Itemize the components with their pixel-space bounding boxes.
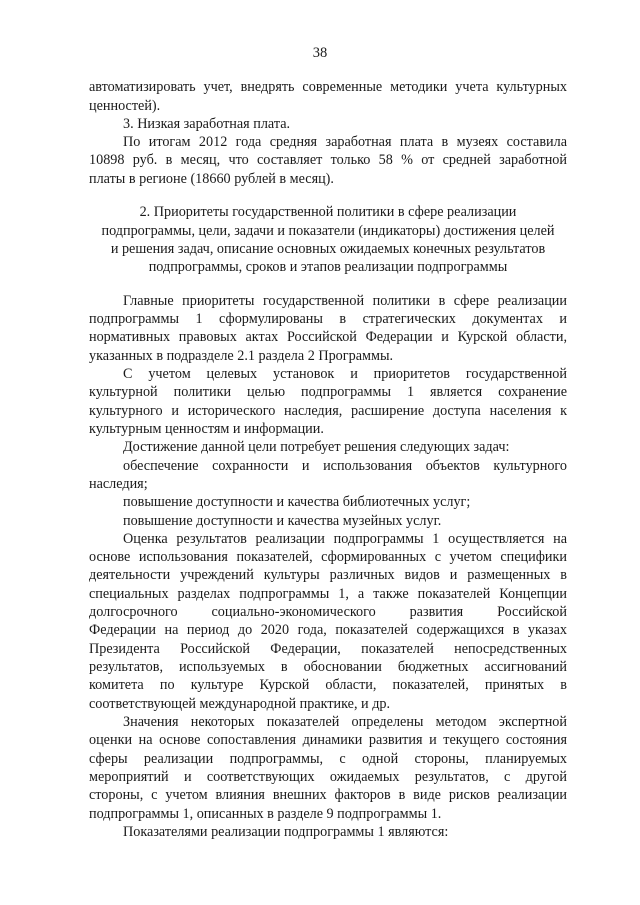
text-line: культурным ценностям и информации. — [89, 421, 324, 437]
text-line: наследия; — [89, 476, 148, 492]
text-line: автоматизировать учет, внедрять современные методики учета культурных — [89, 79, 567, 95]
text-line: соответствующей международной практике, и др. — [89, 696, 391, 712]
text-line: Значения некоторых показателей определены методом экспертной — [123, 714, 567, 730]
page-number: 38 — [312, 45, 328, 61]
text-line: оценки на основе сопоставления динамики развития и текущего состояния — [89, 732, 567, 748]
text-line: повышение доступности и качества библиотечных услуг; — [123, 494, 471, 510]
text-line: сферы реализации подпрограммы, с одной стороны, планируемых — [89, 751, 567, 767]
text-line: результатов, используемых в обосновании бюджетных ассигнований — [89, 659, 567, 675]
text-line: повышение доступности и качества музейных услуг. — [123, 513, 442, 529]
text-line: 10898 руб. в месяц, что составляет только 58 % от средней заработной — [89, 152, 567, 168]
text-line: нормативных правовых актах Российской Федерации и Курской области, — [89, 329, 567, 345]
section-heading-line: и решения задач, описание основных ожидаемых конечных результатов — [110, 241, 546, 257]
text-line: По итогам 2012 года средняя заработная плата в музеях составила — [123, 134, 567, 150]
text-line: стороны, с учетом влияния внешних факторов в виде рисков реализации — [89, 787, 567, 803]
section-heading-line: 2. Приоритеты государственной политики в сфере реализации — [139, 204, 517, 220]
text-line: культурной политики целью подпрограммы 1 является сохранение — [89, 384, 567, 400]
text-line: Главные приоритеты государственной политики в сфере реализации — [123, 293, 567, 309]
text-line: Оценка результатов реализации подпрограммы 1 осуществляется на — [123, 531, 567, 547]
text-line: основе использования показателей, сформированных с учетом специфики — [89, 549, 567, 565]
text-line: специальных разделах подпрограммы 1, а также показателей Концепции — [89, 586, 567, 602]
text-line: культурного и исторического наследия, расширение доступа населения к — [89, 403, 567, 419]
section-heading-line: подпрограммы, сроков и этапов реализации подпрограммы — [148, 259, 508, 275]
text-line: деятельности учреждений культуры различных видов и размещенных в — [89, 567, 567, 583]
text-line: Достижение данной цели потребует решения следующих задач: — [123, 439, 510, 455]
text-line: подпрограммы 1, описанных в разделе 9 подпрограммы 1. — [89, 806, 442, 822]
text-line: подпрограммы 1 сформулированы в стратегических документах и — [89, 311, 567, 327]
text-line: Федерации на период до 2020 года, показателей содержащихся в указах — [89, 622, 567, 638]
text-line: С учетом целевых установок и приоритетов государственной — [123, 366, 567, 382]
text-line: ценностей). — [89, 98, 161, 114]
text-line: Президента Российской Федерации, показателей непосредственных — [89, 641, 567, 657]
text-line: долгосрочного социально-экономического развития Российской — [89, 604, 567, 620]
text-line: платы в регионе (18660 рублей в месяц). — [89, 171, 334, 187]
text-line: мероприятий и соответствующих ожидаемых результатов, с другой — [89, 769, 567, 785]
text-line: комитета по культуре Курской области, показателей, принятых в — [89, 677, 567, 693]
text-line: указанных в подразделе 2.1 раздела 2 Программы. — [89, 348, 394, 364]
text-line: Показателями реализации подпрограммы 1 являются: — [123, 824, 449, 840]
section-heading-line: подпрограммы, цели, задачи и показатели (индикаторы) достижения целей — [101, 223, 555, 239]
text-line: 3. Низкая заработная плата. — [123, 116, 291, 132]
text-line: обеспечение сохранности и использования объектов культурного — [123, 458, 567, 474]
